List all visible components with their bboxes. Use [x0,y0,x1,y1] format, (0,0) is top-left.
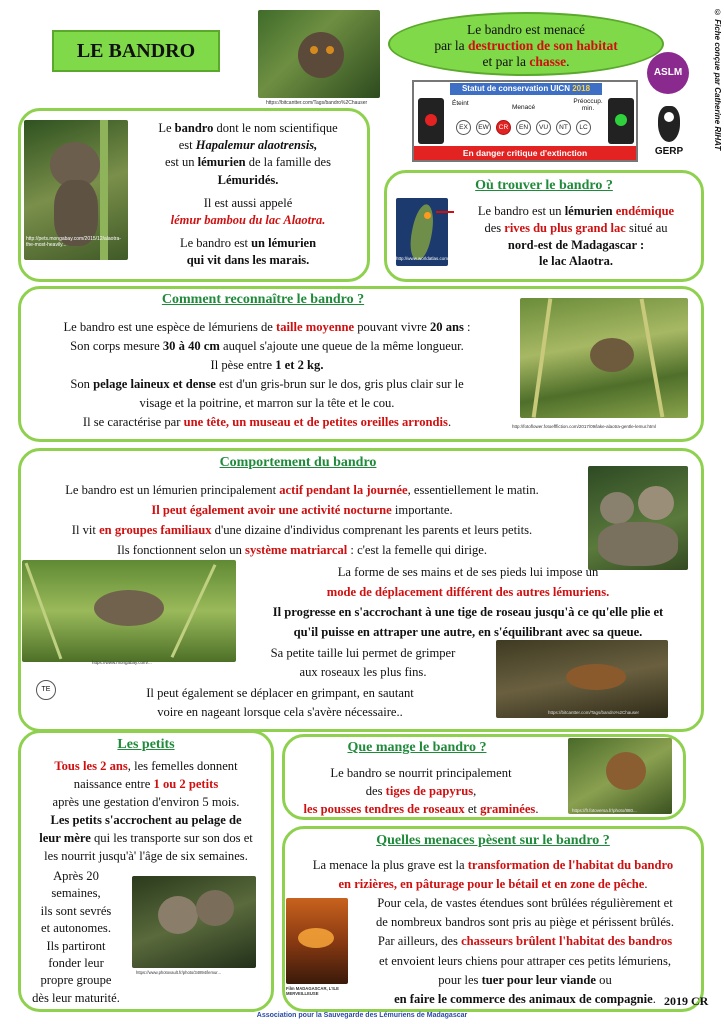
page-title: LE BANDRO [52,30,220,72]
young-photo-caption: https://www.photovault.fr/photo/34894/lemur... [136,970,221,975]
threats-heading: Quelles menaces pèsent sur le bandro ? [376,833,610,848]
young-heading: Les petits [117,737,175,752]
menace-chasse: chasse [529,54,567,69]
uicn-ew: EW [476,120,491,135]
threats-text-top: La menace la plus grave est la transformation de l'habitat du bandro en rizières, en pâturage pour le bétail et en zone de pêche. [312,858,674,891]
where-heading: Où trouver le bandro ? [475,178,613,193]
uicn-title-bar [450,83,602,95]
eat-heading: Que mange le bandro ? [347,740,487,755]
behavior-reeds-photo [496,640,668,718]
where-text: Le bandro est un lémurien endémique des rives du plus grand lac situé au nord-est de Madagascar : le lac Alaotra. [477,204,675,269]
threats-fire-photo [286,898,348,984]
uicn-eteint-label: Éteint [452,100,469,107]
intro-photo-caption: http://pets.mongabay.com/2015/12/alaotra-the-most-heavily... [26,236,121,248]
menace-line-2a: par la [434,38,469,53]
threats-photo-caption: Film MADAGASCAR, L'ILE MERVEILLEUSE [286,986,339,996]
gerp-logo [648,104,690,160]
menace-line-1: Le bandro est menacé [466,22,586,37]
top-lemur-photo [258,10,380,98]
recognize-lemur-photo [520,298,688,418]
behavior-family-photo [588,466,688,570]
uicn-status-bar: En danger critique d'extinction [414,146,636,160]
behavior-photo3-caption: https://bitcantter.com/Tags/bandro%2Chauser [548,710,640,715]
recognize-text: Le bandro est une espèce de lémuriens de taille moyenne pouvant vivre 20 ans : Son corps mesure 30 à 40 cm auquel s'ajoute une queue de la même longueur. Il pèse entre 1 et 2 kg. Son pelage laineux et dense est d'un gris-brun sur le dos, gris plus clair sur le visage et la poitrine, et marron sur la tête et le cou. Il se caractérise par une tête, un museau et de petites oreilles arrondis. [63,320,471,429]
menace-line-3a: et par la [482,54,530,69]
uicn-vu: VU [536,120,551,135]
gerp-label: GERP [654,146,684,157]
young-text-weaning: Après 20 semaines, ils sont sevrés et autonomes. Ils partiront fonder leur propre groupe dès leur maturité. [32,869,120,1005]
menace-habitat: destruction de son habitat [468,38,618,53]
uicn-cr: CR [496,120,511,135]
eat-photo-caption: https://fr.fotoversa.fr/photo/880... [572,808,637,813]
behavior-text-bottom: Il peut également se déplacer en grimpant, en sautant voire en nageant lorsque cela s'avère nécessaire.. [146,686,414,719]
traffic-light-green [608,98,634,144]
uicn-en: EN [516,120,531,135]
map-caption: http://www.worldatlas.com/details/94768 [396,256,477,261]
recognize-heading: Comment reconnaître le bandro ? [161,292,365,307]
uicn-year: 2018 [572,84,591,93]
behavior-photo1-caption: https://www.mongabay.com/... [92,660,152,665]
uicn-panel [412,80,638,162]
aslm-logo [647,52,689,94]
footer-year: 2019 CR [664,994,709,1008]
behavior-logo: TE [36,680,56,700]
behavior-heading: Comportement du bandro [219,455,377,470]
menace-bubble [388,12,664,76]
intro-text: Le bandro dont le nom scientifique est Hapalemur alaotrensis, est un lémurien de la famille des Lémuridés. Il est aussi appelé lémur bambou du lac Alaotra. Le bandro est un lémurien qui vit dans les marais. [158,121,338,268]
threats-text-bottom: Pour cela, de vastes étendues sont brûlées régulièrement et de nombreux bandros sont pris au piège et périssent brûlés. Par ailleurs, des chasseurs brûlent l'habitat des bandros et envoient leurs chiens pour attraper ces petits lémuriens, pour les tuer pour leur viande ou en faire le commerce des animaux de compagnie. [376,896,674,1007]
uicn-nt: NT [556,120,571,135]
eat-text: Le bandro se nourrit principalement des tiges de papyrus, les pousses tendres de roseaux et graminées. [303,766,539,816]
young-text: Tous les 2 ans, les femelles donnent naissance entre 1 ou 2 petits après une gestation d'environ 5 mois. Les petits s'accrochent au pelage de leur mère qui les transporte sur son dos et les nourrit jusqu'à' l'âge de six semaines. [39,759,253,863]
eat-photo [568,738,672,814]
aslm-label: ASLM [653,67,683,78]
behavior-text-top: Le bandro est un lémurien principalement actif pendant la journée, essentiellement le matin. Il peut également avoir une activité nocturne importante. Il vit en groupes familiaux d'une dizaine d'individus comprenant les parents et leurs petits. Ils fonctionnent selon un système matriarcal : c'est la femelle qui dirige. [65,483,539,557]
traffic-light-red [418,98,444,144]
recognize-photo-caption: http://fotoflower.fotoefffiction.com/2017/09/lake-alaotra-gentle-lemur.html [512,424,656,429]
menace-dot: . [566,54,570,69]
uicn-title: Statut de conservation UICN [461,84,570,93]
behavior-climbing-photo [22,560,236,662]
young-photo [132,876,256,968]
uicn-menace-label: Menacé [512,104,536,111]
top-photo-caption: https://bitcantter.com/Tags/bandro%2Chauser [266,100,368,106]
uicn-preoccup-label: Préoccup. min. [573,98,603,112]
behavior-text-size: Sa petite taille lui permet de grimper aux roseaux les plus fins. [270,646,456,679]
uicn-lc: LC [576,120,591,135]
credit-vertical: © Fiche conçue par Catherine RIHAT [713,8,722,151]
behavior-text-middle: La forme de ses mains et de ses pieds lui impose un mode de déplacement différent des autres lémuriens. Il progresse en s'accrochant à une tige de roseau jusqu'à ce qu'elle plie et qu'il puisse en attraper une autre, en s'équilibrant avec sa queue. [272,565,664,639]
uicn-ex: EX [456,120,471,135]
footer-association: Association pour la Sauvegarde des Lémuriens de Madagascar [256,1012,468,1019]
